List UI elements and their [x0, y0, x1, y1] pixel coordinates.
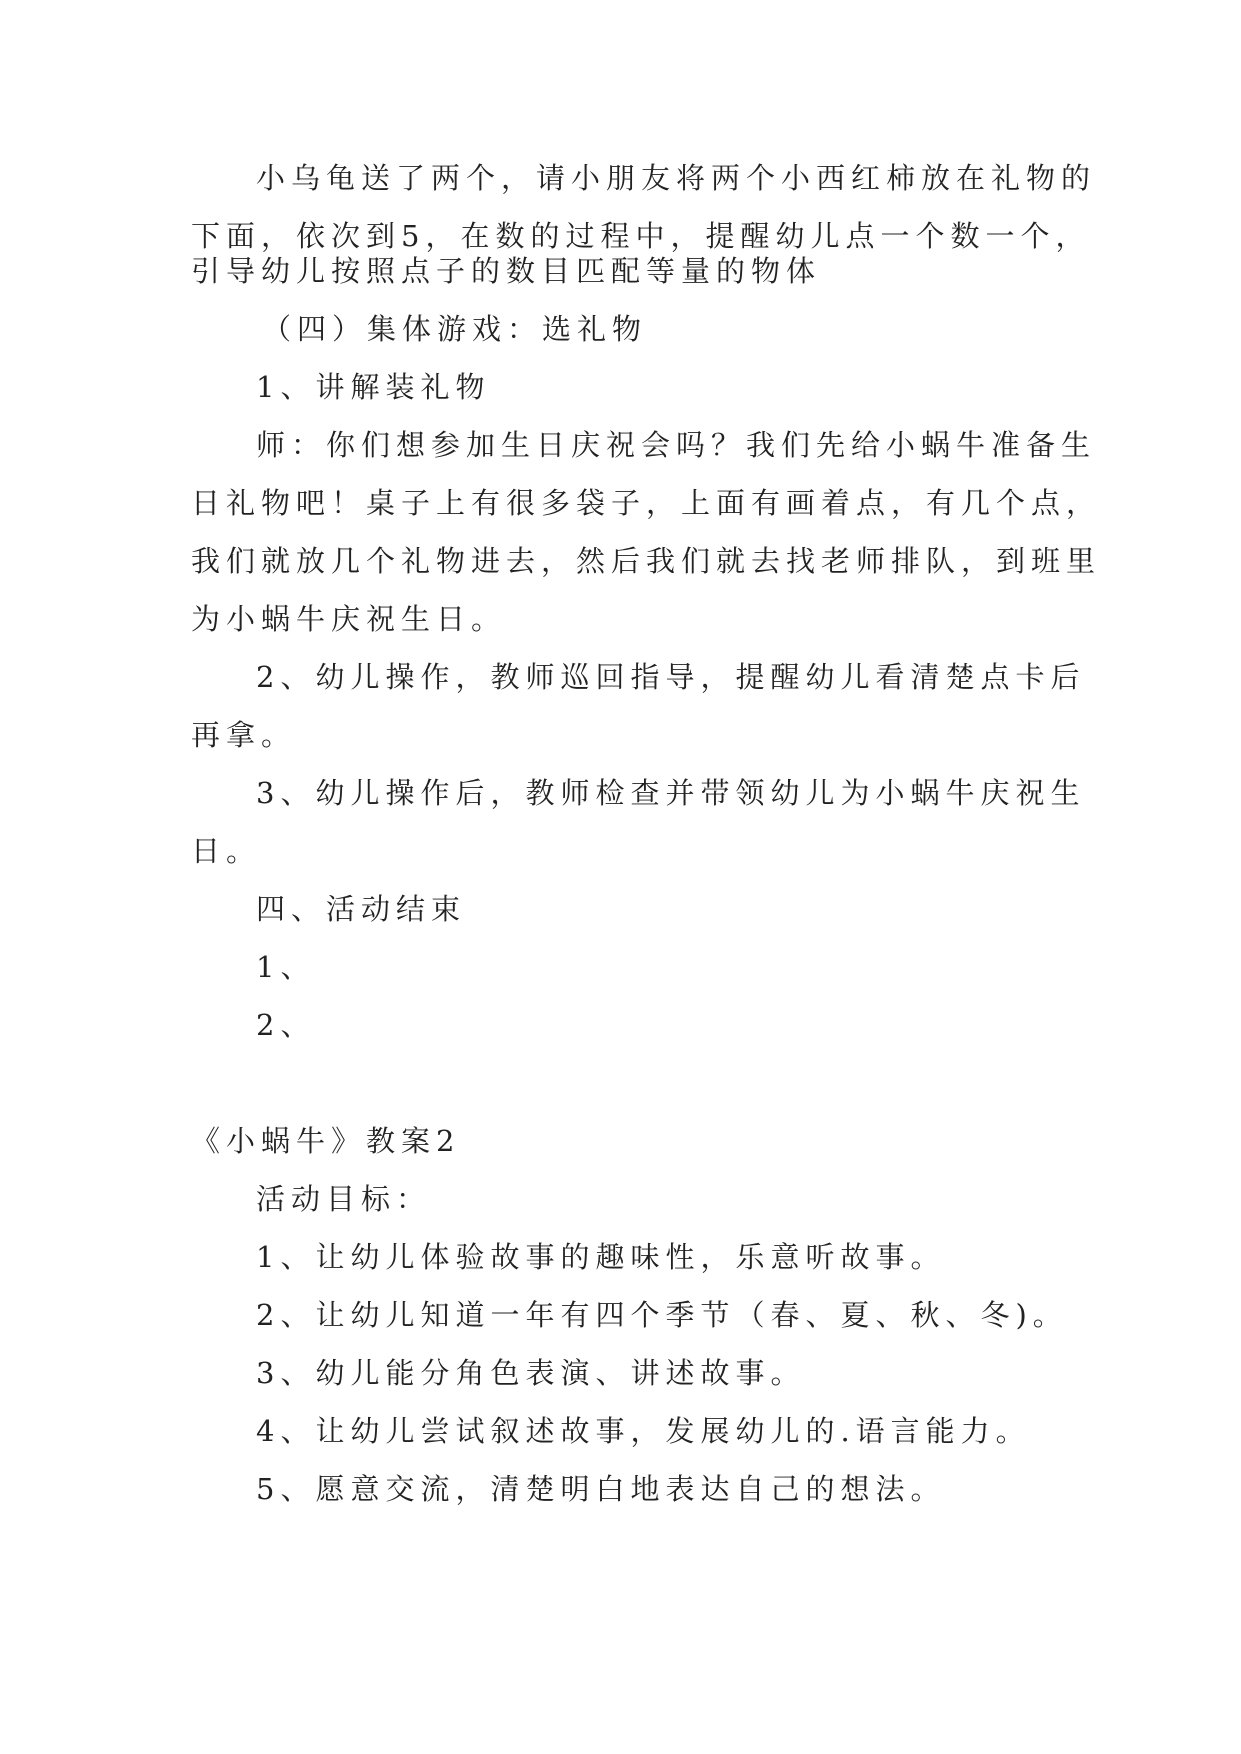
list-item: 5、愿意交流，清楚明白地表达自己的想法。 [256, 1472, 946, 1506]
paragraph-line: 3、幼儿操作后，教师检查并带领幼儿为小蜗牛庆祝生 [256, 776, 1086, 810]
section-heading: 活动目标： [256, 1182, 432, 1216]
paragraph-line: 为小蜗牛庆祝生日。 [191, 602, 507, 636]
paragraph-line: 我们就放几个礼物进去，然后我们就去找老师排队，到班里 [191, 544, 1102, 578]
paragraph-line: 小乌龟送了两个，请小朋友将两个小西红柿放在礼物的 [256, 161, 1097, 195]
section-heading: （四）集体游戏：选礼物 [262, 312, 648, 346]
paragraph-line: 日。 [191, 834, 262, 868]
document-title: 《小蜗牛》教案2 [191, 1124, 461, 1158]
section-heading: 四、活动结束 [256, 892, 467, 926]
paragraph-line: 日礼物吧！桌子上有很多袋子，上面有画着点，有几个点， [191, 486, 1102, 520]
list-item: 2、让幼儿知道一年有四个季节（春、夏、秋、冬)。 [256, 1298, 1068, 1332]
paragraph-line: 师：你们想参加生日庆祝会吗？我们先给小蜗牛准备生 [256, 428, 1097, 462]
paragraph-line: 下面，依次到5，在数的过程中，提醒幼儿点一个数一个， [191, 219, 1091, 253]
paragraph-line: 引导幼儿按照点子的数目匹配等量的物体 [191, 254, 822, 288]
list-item: 2、 [256, 1008, 316, 1042]
list-item: 4、让幼儿尝试叙述故事，发展幼儿的.语言能力。 [256, 1414, 1031, 1448]
paragraph-line: 再拿。 [191, 718, 297, 752]
step-heading: 1、讲解装礼物 [256, 370, 491, 404]
list-item: 3、幼儿能分角色表演、讲述故事。 [256, 1356, 806, 1390]
list-item: 1、让幼儿体验故事的趣味性，乐意听故事。 [256, 1240, 946, 1274]
paragraph-line: 2、幼儿操作，教师巡回指导，提醒幼儿看清楚点卡后 [256, 660, 1086, 694]
list-item: 1、 [256, 950, 316, 984]
